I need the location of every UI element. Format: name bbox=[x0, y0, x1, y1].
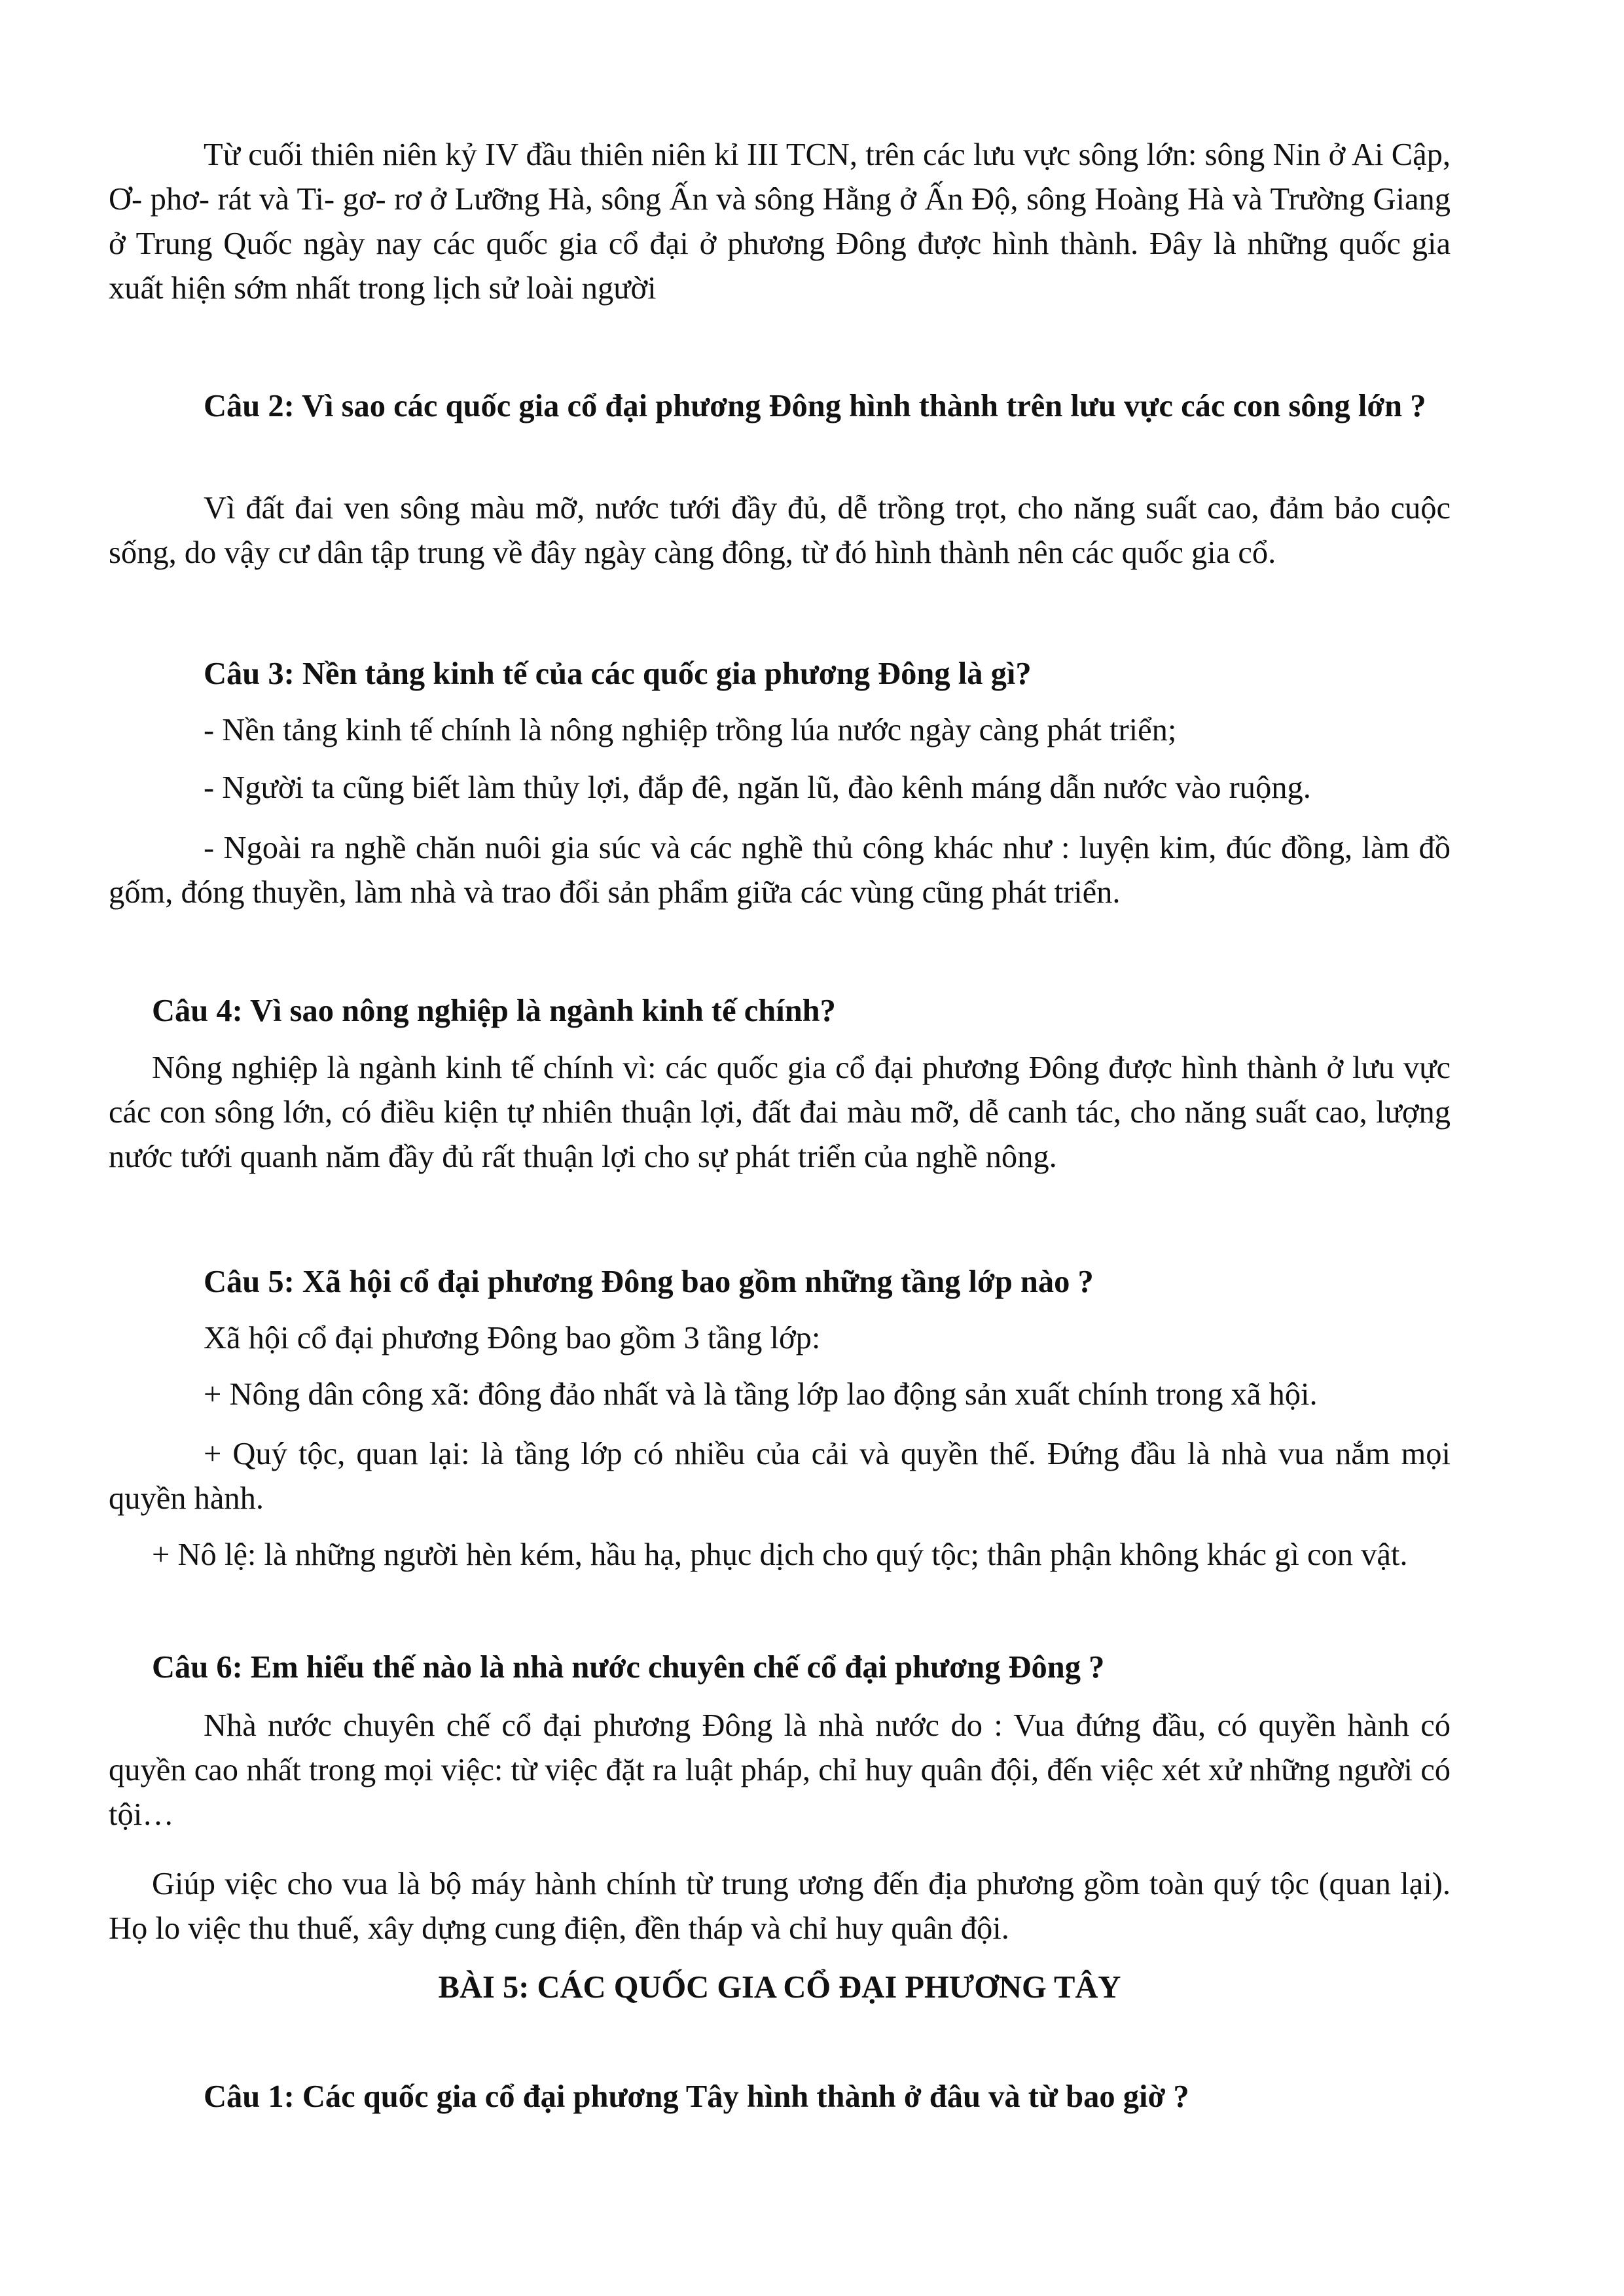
intro-paragraph: Từ cuối thiên niên kỷ IV đầu thiên niên kỉ III TCN, trên các lưu vực sông lớn: sông Nin ở Ai Cập, Ơ- phơ- rát và Ti- gơ- rơ ở Lưỡng Hà, sông Ấn và sông Hằng ở Ấn Độ, sông Hoàng Hà và Trường Giang ở Trung Quốc ngày nay các quốc gia cổ đại ở phương Đông được hình thành. Đây là những quốc gia xuất hiện sớm nhất trong lịch sử loài người bbox=[109, 137, 1451, 306]
question-2-heading: Câu 2: Vì sao các quốc gia cổ đại phương Đông hình thành trên lưu vực các con sông lớn ? bbox=[204, 389, 1426, 423]
question-6-heading: Câu 6: Em hiểu thế nào là nhà nước chuyên chế cổ đại phương Đông ? bbox=[152, 1650, 1105, 1685]
question-5-class-1: + Nông dân công xã: đông đảo nhất và là tầng lớp lao động sản xuất chính trong xã hội. bbox=[204, 1377, 1318, 1412]
question-3-heading: Câu 3: Nền tảng kinh tế của các quốc gia phương Đông là gì? bbox=[204, 656, 1032, 691]
question-4-answer: Nông nghiệp là ngành kinh tế chính vì: các quốc gia cổ đại phương Đông được hình thành ở lưu vực các con sông lớn, có điều kiện tự nhiên thuận lợi, đất đai màu mỡ, dễ canh tác, cho năng suất cao, lượng nước tưới quanh năm đầy đủ rất thuận lợi cho sự phát triển của nghề nông. bbox=[109, 1050, 1451, 1174]
question-3-point-3: - Ngoài ra nghề chăn nuôi gia súc và các nghề thủ công khác như : luyện kim, đúc đồng, làm đồ gốm, đóng thuyền, làm nhà và trao đổi sản phẩm giữa các vùng cũng phát triển. bbox=[109, 831, 1451, 910]
question-3-point-1: - Nền tảng kinh tế chính là nông nghiệp trồng lúa nước ngày càng phát triển; bbox=[204, 713, 1177, 747]
question-6-answer-1: Nhà nước chuyên chế cổ đại phương Đông là nhà nước do : Vua đứng đầu, có quyền hành có quyền cao nhất trong mọi việc: từ việc đặt ra luật pháp, chỉ huy quân đội, đến việc xét xử những người có tội… bbox=[109, 1708, 1451, 1832]
question-3-point-2: - Người ta cũng biết làm thủy lợi, đắp đê, ngăn lũ, đào kênh máng dẫn nước vào ruộng. bbox=[204, 770, 1311, 805]
lesson-5-title: BÀI 5: CÁC QUỐC GIA CỔ ĐẠI PHƯƠNG TÂY bbox=[438, 1970, 1121, 2005]
lesson-5-question-1: Câu 1: Các quốc gia cổ đại phương Tây hình thành ở đâu và từ bao giờ ? bbox=[204, 2079, 1189, 2114]
question-5-heading: Câu 5: Xã hội cổ đại phương Đông bao gồm những tầng lớp nào ? bbox=[204, 1265, 1094, 1299]
question-6-answer-2: Giúp việc cho vua là bộ máy hành chính từ trung ương đến địa phương gồm toàn quý tộc (quan lại). Họ lo việc thu thuế, xây dựng cung điện, đền tháp và chỉ huy quân đội. bbox=[109, 1867, 1451, 1946]
question-5-class-3: + Nô lệ: là những người hèn kém, hầu hạ, phục dịch cho quý tộc; thân phận không khác gì con vật. bbox=[152, 1537, 1408, 1572]
question-4-heading: Câu 4: Vì sao nông nghiệp là ngành kinh tế chính? bbox=[152, 994, 836, 1028]
question-5-class-2: + Quý tộc, quan lại: là tầng lớp có nhiều của cải và quyền thế. Đứng đầu là nhà vua nắm mọi quyền hành. bbox=[109, 1437, 1451, 1516]
question-5-intro: Xã hội cổ đại phương Đông bao gồm 3 tầng lớp: bbox=[204, 1321, 821, 1355]
question-2-answer: Vì đất đai ven sông màu mỡ, nước tưới đầy đủ, dễ trồng trọt, cho năng suất cao, đảm bảo cuộc sống, do vậy cư dân tập trung về đây ngày càng đông, từ đó hình thành nên các quốc gia cổ. bbox=[109, 491, 1451, 570]
